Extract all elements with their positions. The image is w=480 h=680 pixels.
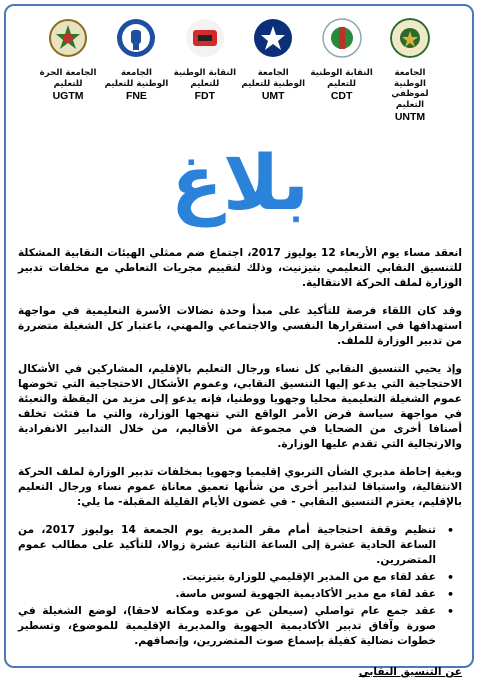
list-item-text: تنظيم وقفة احتجاجية أمام مقر المديرية يوم الجمعة 14 يوليوز 2017، من الساعة الحادية عشرة إلى الساعة الثانية عشرة زوالا، للتأكيد على مطالب عموم المتضررين. — [18, 524, 437, 566]
union-name: الجامعة الوطنية للتعليم — [241, 68, 306, 89]
union-umt — [241, 18, 305, 123]
union-abbr: FNE — [125, 90, 147, 102]
paragraph: وقد كان اللقاء فرصة للتأكيد على مبدأ وحدة نضالات الأسرة التعليمية في مواجهة استهدافها في استقرارها النفسي والاجتماعي والمهني، باعتبار كل الشغيلة متضررة من تدبير الوزارة للملف. — [18, 305, 462, 347]
page-title: بلاغ — [170, 138, 310, 227]
actions-list — [18, 523, 462, 649]
union-name: الجامعة الوطنية لموظفي التعليم — [391, 68, 429, 110]
union-ugtm — [36, 18, 100, 123]
union-abbr: UNTM — [394, 111, 426, 123]
bullet-icon: • — [446, 571, 454, 584]
untm-logo-icon — [390, 18, 430, 58]
union-fdt — [173, 18, 237, 123]
cdt-logo-icon — [322, 18, 362, 58]
list-item-text: عقد لقاء مع من المدير الإقليمي للوزارة بتيزنيت. — [182, 571, 436, 583]
union-name: النقابة الوطنية للتعليم — [173, 68, 237, 89]
bullet-icon: • — [446, 524, 454, 537]
bullet-icon: • — [446, 605, 454, 618]
signature: عن التنسيق النقابي — [358, 666, 462, 678]
fne-fist-logo-icon — [116, 18, 156, 58]
bullet-icon: • — [446, 588, 454, 601]
ugtm-logo-icon — [48, 18, 88, 58]
umt-logo-icon — [253, 18, 293, 58]
union-untm — [378, 18, 442, 123]
union-name: النقابة الوطنية للتعليم — [310, 68, 373, 89]
fdt-logo-icon — [185, 18, 225, 58]
list-item — [18, 523, 454, 568]
statement-body — [18, 246, 462, 680]
union-abbr: CDT — [330, 90, 353, 102]
union-abbr: FDT — [194, 90, 216, 102]
list-item-text: عقد جمع عام تواصلي (سيعلن عن موعده ومكانه لاحقا)، لوضع الشغيلة في صورة وآفاق تدبير الأكاديمية الجهوية والمديرية الإقليمية للموضوع، وتسطير خطوات نضالية كفيلة بإسماع صوت المتضررين، وإنصافهم. — [18, 605, 436, 647]
paragraph: وإذ يحيي التنسيق النقابي كل نساء ورجال التعليم بالإقليم، المشاركين في الأشكال الاحتجاجية التي يدعو إليها التنسيق النقابي، وعموم الأشكال الاحتجاجية التي تخوضها عموم الشغيلة التعليمية محليا وجهويا ووطنيا، فإنه يدعو إلى مزيد من اليقظة والتعبئة في مواجهة سياسة فرض الأمر الواقع التي تنهجها الوزارة، والتي ما فتئت تخلف أصنافا أخرى من الضحايا في مجموعة من الأقاليم، من خلال التدابير الانفرادية والارتجالية التي تقدم عليها الوزارة. — [18, 363, 462, 450]
paragraph: انعقد مساء يوم الأربعاء 12 يوليوز 2017، اجتماع ضم ممثلي الهيئات النقابية المشكلة للتنسيق النقابي التعليمي بتيزنيت، وذلك لتقييم مجريات التعاطي مع مخلفات تدبير الوزارة لملف الحركة الانتقالية. — [18, 247, 463, 289]
union-abbr: UMT — [261, 90, 285, 102]
union-fne — [104, 18, 168, 123]
unions-header — [36, 18, 442, 123]
union-name: الجامعة الحرة للتعليم — [39, 68, 97, 89]
union-abbr: UGTM — [52, 90, 84, 102]
union-name: الجامعة الوطنية للتعليم — [104, 68, 169, 89]
list-item — [18, 570, 454, 585]
list-item — [18, 587, 454, 602]
list-item — [18, 604, 454, 649]
paragraph: وبغية إحاطة مديري الشأن التربوي إقليميا وجهويا بمخلفات تدبير الوزارة لملف الحركة الانتقالية، واستباقا لتدابير أخرى من شأنها تعميق معاناة عموم نساء ورجال التعليم بالإقليم، يعتزم التنسيق النقابي - في غضون الأيام القليلة المقبلة- ما يلي: — [18, 466, 462, 508]
list-item-text: عقد لقاء مع مدير الأكاديمية الجهوية لسوس ماسة. — [175, 588, 436, 600]
union-cdt — [310, 18, 374, 123]
